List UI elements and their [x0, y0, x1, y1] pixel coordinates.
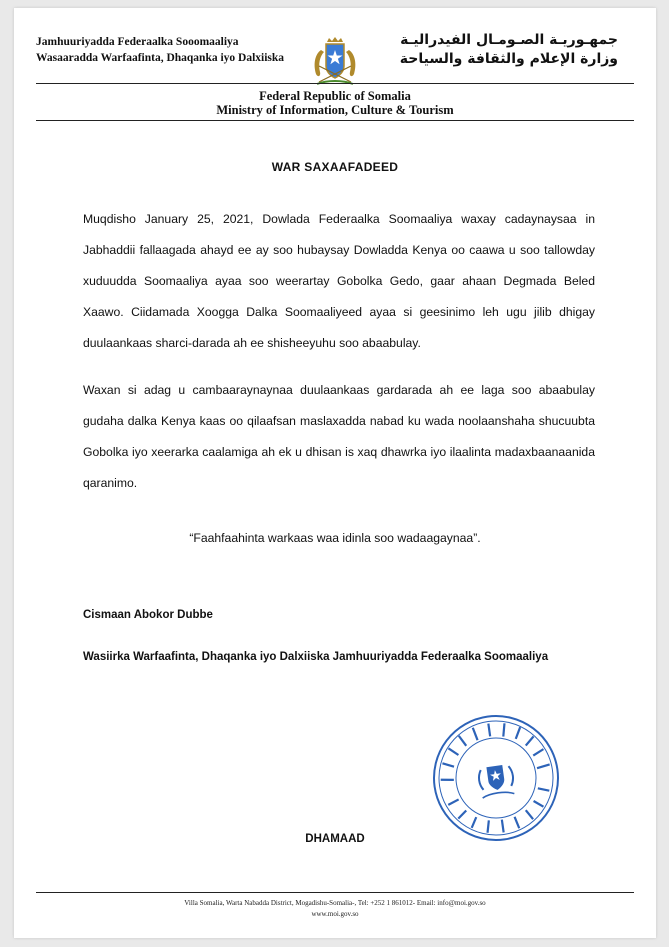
paragraph-1: Muqdisho January 25, 2021, Dowlada Federaalka Soomaaliya waxay cadaynaysaa in Jabhaddii fallaagada ahayd ee ay soo hubaysay Dowladda Kenya oo caawa u soo tallowday xuduudda Soomaaliya ayaa soo weerartay Gobolka Gedo, gaar ahaan Degmada Beled Xaawo. Ciidamada Xoogga Dalka Soomaaliyeed ayaa si geesinimo leh ugu jilib dhigay duulaankaas sharci-darada ah ee shisheeyuhu soo abaabulay.: [83, 212, 595, 350]
signer-title: Wasiirka Warfaafinta, Dhaqanka iyo Dalxiiska Jamhuuriyadda Federaalka Soomaaliya: [83, 651, 549, 663]
header-somali: [36, 34, 284, 66]
footer-divider: [36, 892, 634, 893]
footer-address: Villa Somalia, Warta Nabadda District, Mogadishu-Somalia-, Tel: +252 1 861012- Email: info@moi.gov.so: [184, 899, 486, 907]
official-stamp-icon: [421, 703, 570, 852]
header-english-line1: Federal Republic of Somalia: [259, 89, 411, 103]
header-english-line2: Ministry of Information, Culture & Tourism: [216, 103, 454, 117]
closing-quote: “Faahfaahinta warkaas waa idinla soo wadaagaynaa”.: [189, 531, 481, 545]
footer-website[interactable]: www.moi.gov.so: [311, 910, 359, 918]
header-somali-line2: Wasaaradda Warfaafinta, Dhaqanka iyo Dalxiiska: [36, 52, 285, 64]
header-english: [14, 89, 656, 117]
header-divider: [36, 83, 634, 84]
signer-name: Cismaan Abokor Dubbe: [83, 609, 213, 621]
header-arabic-line1: جمهـوريـة الصـومـال الفيدراليـة: [400, 32, 618, 48]
header-arabic: [400, 31, 618, 69]
header-somali-line1: Jamhuuriyadda Federaalka Sooomaaliya: [36, 36, 239, 48]
document-end-marker: DHAMAAD: [305, 833, 365, 845]
document-page: [14, 8, 656, 938]
footer: [14, 898, 656, 920]
header-bottom-divider: [36, 120, 634, 121]
document-title: WAR SAXAAFADEED: [271, 160, 399, 174]
header-arabic-line2: وزارة الإعلام والثقافة والسياحة: [399, 51, 618, 67]
paragraph-2: Waxan si adag u cambaaraynaynaa duulaankaas gardarada ah ee laga soo abaabulay gudaha dalka Kenya kaas oo qilaafsan maslaxadda nabad ku wada noolaanshaha shucuubta Gobolka iyo xeerarka caalamiga ah ek u dhisan is xaq dhawrka iyo ilaalinta madaxbaanaanida qaranimo.: [83, 383, 595, 490]
